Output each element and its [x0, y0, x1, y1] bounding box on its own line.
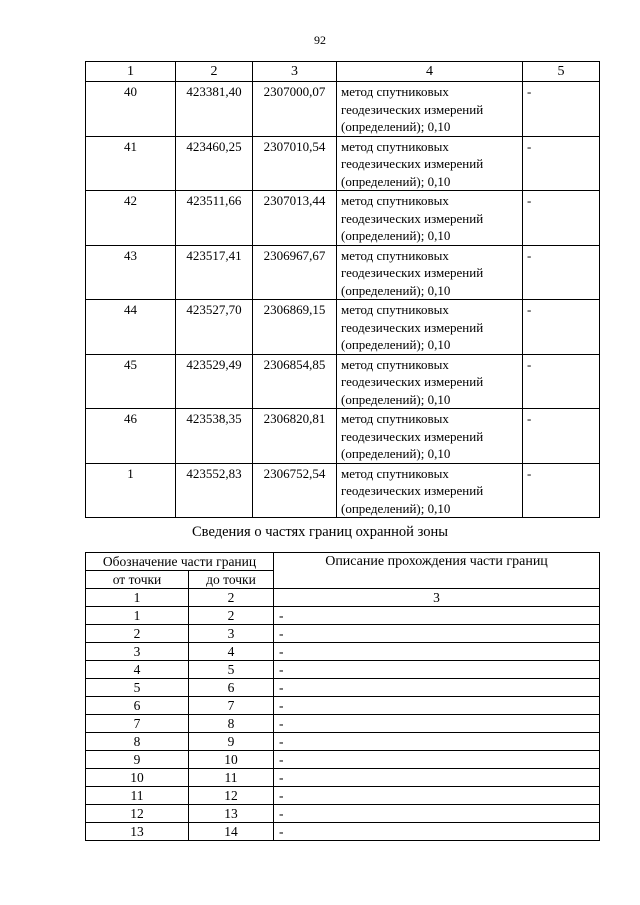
from-point: 1 [86, 607, 189, 625]
from-point: 2 [86, 625, 189, 643]
to-point: 9 [189, 733, 274, 751]
coord-x: 423460,25 [176, 136, 253, 191]
from-point: 8 [86, 733, 189, 751]
parts-group-header-row [86, 553, 600, 571]
segment-description: - [274, 715, 600, 733]
to-point: 6 [189, 679, 274, 697]
coord-x: 423529,49 [176, 354, 253, 409]
note: - [523, 354, 600, 409]
segment-description: - [274, 805, 600, 823]
from-point: 7 [86, 715, 189, 733]
segment-description: - [274, 643, 600, 661]
to-point: 3 [189, 625, 274, 643]
note: - [523, 82, 600, 137]
method-description: метод спутниковых геодезических измерений (определений); 0,10 [337, 245, 523, 300]
to-point-header: до точки [189, 571, 274, 589]
point-number: 41 [86, 136, 176, 191]
from-point: 10 [86, 769, 189, 787]
coord-y: 2306820,81 [253, 409, 337, 464]
to-point: 11 [189, 769, 274, 787]
coords-col-2-number: 2 [176, 62, 253, 82]
boundary-designation-header: Обозначение части границ [86, 553, 274, 571]
table-row [86, 354, 600, 409]
table-row [86, 679, 600, 697]
to-point: 10 [189, 751, 274, 769]
from-point: 5 [86, 679, 189, 697]
table-row [86, 191, 600, 246]
table-row [86, 136, 600, 191]
coord-y: 2306869,15 [253, 300, 337, 355]
table-row [86, 751, 600, 769]
to-point: 2 [189, 607, 274, 625]
table-row [86, 409, 600, 464]
coord-y: 2307000,07 [253, 82, 337, 137]
table-row [86, 463, 600, 518]
section-title: Сведения о частях границ охранной зоны [192, 524, 448, 540]
coords-col-1-number: 1 [86, 62, 176, 82]
from-point: 6 [86, 697, 189, 715]
coord-x: 423527,70 [176, 300, 253, 355]
parts-col-1-number: 1 [86, 589, 189, 607]
from-point: 9 [86, 751, 189, 769]
boundary-parts-table [85, 552, 600, 841]
segment-description: - [274, 823, 600, 841]
segment-description: - [274, 751, 600, 769]
note: - [523, 463, 600, 518]
coords-header-row [86, 62, 600, 82]
point-number: 1 [86, 463, 176, 518]
note: - [523, 191, 600, 246]
segment-description: - [274, 625, 600, 643]
to-point: 14 [189, 823, 274, 841]
note: - [523, 409, 600, 464]
table-row [86, 82, 600, 137]
point-number: 45 [86, 354, 176, 409]
method-description: метод спутниковых геодезических измерений (определений); 0,10 [337, 300, 523, 355]
segment-description: - [274, 697, 600, 715]
method-description: метод спутниковых геодезических измерений (определений); 0,10 [337, 463, 523, 518]
segment-description: - [274, 787, 600, 805]
from-point: 13 [86, 823, 189, 841]
parts-col-3-number: 3 [274, 589, 600, 607]
segment-description: - [274, 769, 600, 787]
coords-col-3-number: 3 [253, 62, 337, 82]
segment-description: - [274, 679, 600, 697]
coords-col-4-number: 4 [337, 62, 523, 82]
to-point: 8 [189, 715, 274, 733]
boundary-description-header: Описание прохождения части границ [274, 553, 600, 589]
method-description: метод спутниковых геодезических измерений (определений); 0,10 [337, 82, 523, 137]
note: - [523, 300, 600, 355]
coord-y: 2307013,44 [253, 191, 337, 246]
coord-x: 423511,66 [176, 191, 253, 246]
table-row [86, 769, 600, 787]
coord-x: 423538,35 [176, 409, 253, 464]
table-row [86, 300, 600, 355]
point-number: 42 [86, 191, 176, 246]
method-description: метод спутниковых геодезических измерений (определений); 0,10 [337, 191, 523, 246]
point-number: 44 [86, 300, 176, 355]
segment-description: - [274, 607, 600, 625]
from-point: 11 [86, 787, 189, 805]
table-row [86, 733, 600, 751]
table-row [86, 661, 600, 679]
coord-y: 2306752,54 [253, 463, 337, 518]
from-point-header: от точки [86, 571, 189, 589]
segment-description: - [274, 733, 600, 751]
segment-description: - [274, 661, 600, 679]
coord-y: 2306854,85 [253, 354, 337, 409]
note: - [523, 245, 600, 300]
method-description: метод спутниковых геодезических измерений (определений); 0,10 [337, 136, 523, 191]
coord-y: 2307010,54 [253, 136, 337, 191]
from-point: 4 [86, 661, 189, 679]
to-point: 4 [189, 643, 274, 661]
to-point: 7 [189, 697, 274, 715]
table-row [86, 805, 600, 823]
coord-x: 423381,40 [176, 82, 253, 137]
coordinates-table [85, 61, 600, 518]
table-row [86, 787, 600, 805]
to-point: 5 [189, 661, 274, 679]
table-row [86, 607, 600, 625]
method-description: метод спутниковых геодезических измерений (определений); 0,10 [337, 409, 523, 464]
point-number: 43 [86, 245, 176, 300]
from-point: 3 [86, 643, 189, 661]
point-number: 46 [86, 409, 176, 464]
point-number: 40 [86, 82, 176, 137]
table-row [86, 697, 600, 715]
coords-col-5-number: 5 [523, 62, 600, 82]
coord-x: 423552,83 [176, 463, 253, 518]
parts-column-numbers-row [86, 589, 600, 607]
from-point: 12 [86, 805, 189, 823]
method-description: метод спутниковых геодезических измерений (определений); 0,10 [337, 354, 523, 409]
table-row [86, 715, 600, 733]
table-row [86, 823, 600, 841]
coord-x: 423517,41 [176, 245, 253, 300]
table-row [86, 625, 600, 643]
parts-col-2-number: 2 [189, 589, 274, 607]
note: - [523, 136, 600, 191]
to-point: 13 [189, 805, 274, 823]
table-row [86, 643, 600, 661]
to-point: 12 [189, 787, 274, 805]
table-row [86, 245, 600, 300]
coord-y: 2306967,67 [253, 245, 337, 300]
page-number: 92 [314, 33, 326, 47]
